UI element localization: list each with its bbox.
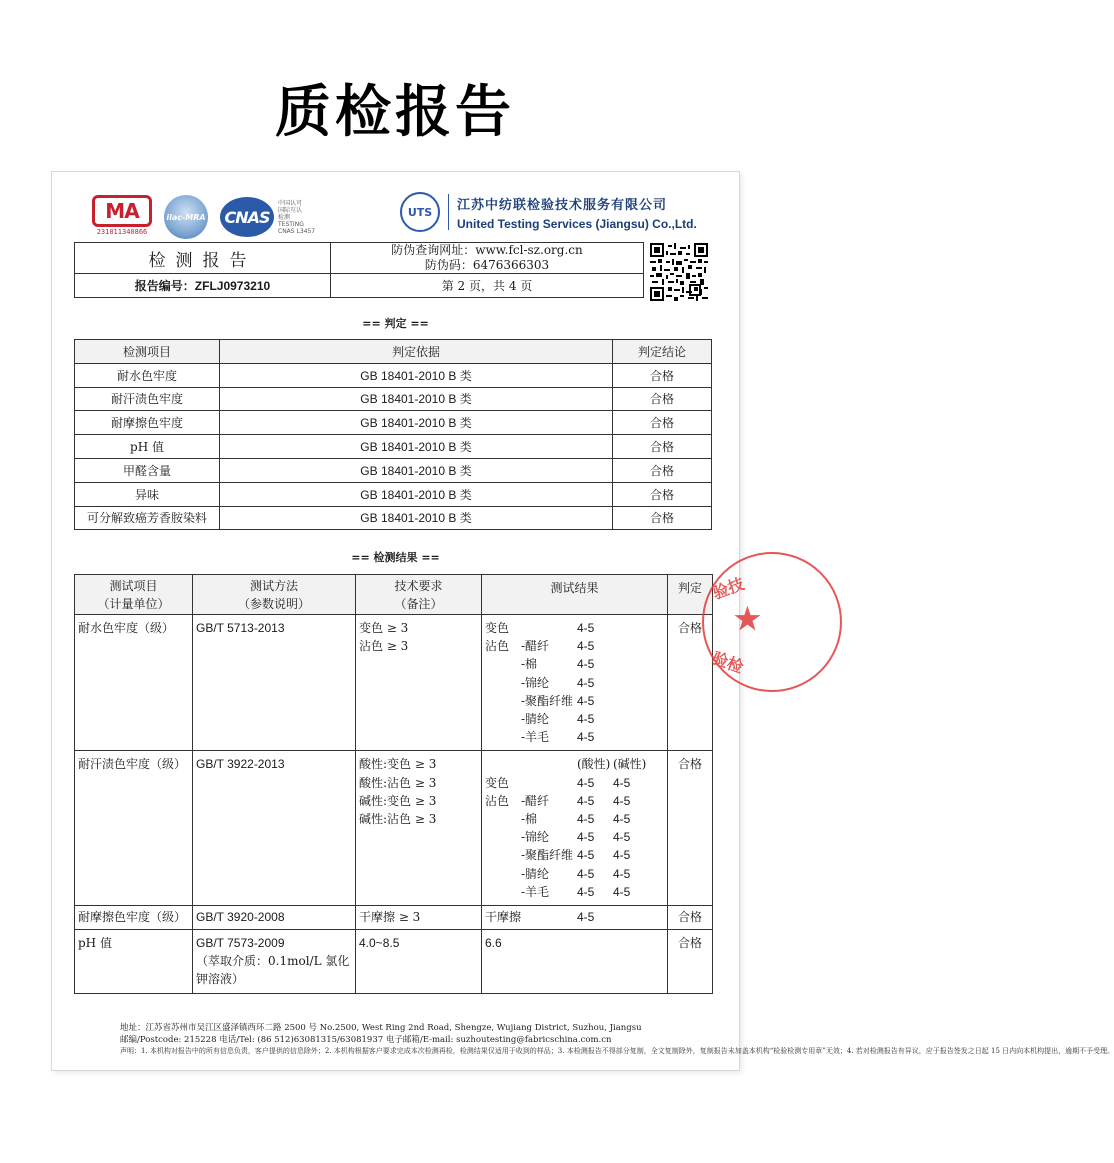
table-row: 耐水色牢度（级） GB/T 5713-2013 变色 ≥ 3 沾色 ≥ 3 变色 4-5 沾色 -醋纤 4-5 -棉 4-5 -锦纶 4-5 -聚酯纤维 4-5 -腈纶 4-5 -羊毛 4-5 合格 — [75, 615, 713, 751]
table-row: 耐水色牢度 GB 18401-2010 B 类 合格 — [75, 363, 712, 387]
column-header: 判定 — [668, 575, 713, 615]
cnas-mark: CNAS — [220, 197, 274, 237]
column-header: 判定结论 — [613, 340, 712, 364]
cma-mark: MA — [92, 195, 152, 227]
footer-statement: 声明：1. 本机构对报告中的所有信息负责，客户提供的信息除外；2. 本机构根据客户要求完成本次检测再检，检测结果仅适用于收到的样品；3. 本检测报告不得部分复制，全文复制除外，复制报告未加盖本机构“检验检测专用章”无效；4. 若对检测报告有异议，应于报告签发之日起 15 日内向本机构提出，逾期不予受理。 — [120, 1047, 1114, 1055]
table-row: 耐摩擦色牢度 GB 18401-2010 B 类 合格 — [75, 411, 712, 435]
cma-number: 231011340866 — [96, 228, 148, 236]
uts-logo: UTS — [400, 192, 440, 232]
page-title: 质检报告 — [275, 80, 515, 145]
qr-code-icon — [650, 242, 708, 302]
official-seal — [702, 552, 842, 692]
judgement-section-title: == 判定 == — [362, 317, 429, 330]
footer-address: 地址：江苏省苏州市吴江区盛泽镇西环二路 2500 号 No.2500, West Ring 2nd Road, Shengze, Wujiang District, Suzhou, Jiangsu — [120, 1023, 642, 1033]
verify-url: 防伪查询网址：www.fcl-sz.org.cn — [391, 243, 583, 257]
cnas-logo — [220, 197, 315, 237]
table-row: pH 值 GB/T 7573-2009 （萃取介质：0.1mol/L 氯化钾溶液） 4.0~8.5 6.6 合格 — [75, 930, 713, 994]
footer-contact: 邮编/Postcode: 215228 电话/Tel: (86 512)63081315/63081937 电子邮箱/E-mail: suzhoutesting@fabricschina.com.cn — [120, 1035, 612, 1045]
divider — [448, 194, 449, 230]
table-row: 异味 GB 18401-2010 B 类 合格 — [75, 482, 712, 506]
report-name: 检测报告 — [75, 243, 331, 274]
water-results: 变色 4-5 沾色 -醋纤 4-5 -棉 4-5 -锦纶 4-5 -聚酯纤维 4-5 -腈纶 4-5 -羊毛 4-5 — [482, 615, 668, 751]
page-info: 第 2 页，共 4 页 — [331, 274, 644, 298]
table-row: 耐摩擦色牢度（级） GB/T 3920-2008 干摩擦 ≥ 3 干摩擦 4-5 合格 — [75, 906, 713, 930]
test-report-document — [52, 172, 1114, 1070]
accreditation-logos — [92, 192, 315, 242]
table-row: 可分解致癌芳香胺染料 GB 18401-2010 B 类 合格 — [75, 506, 712, 530]
verify-info — [331, 243, 644, 274]
ilac-mra-logo: ilac-MRA — [164, 195, 208, 239]
star-icon: ★ — [734, 602, 761, 637]
sweat-results: (酸性) (碱性) 变色 4-5 4-5 沾色 -醋纤 4-5 4-5 -棉 4-5 4-5 -锦纶 4-5 4-5 -聚酯纤维 4-5 4-5 -腈纶 4-5 4-5 -羊毛 4-5 4-5 — [482, 751, 668, 906]
document-footer — [120, 1022, 1114, 1057]
cma-logo — [92, 195, 152, 239]
results-table — [74, 574, 713, 994]
seal-text: 验技 — [710, 574, 747, 603]
column-header: 测试方法 （参数说明） — [193, 575, 356, 615]
column-header: 检测项目 — [75, 340, 220, 364]
column-header: 测试结果 — [482, 575, 668, 615]
seal-text: 验检 — [709, 648, 746, 677]
verify-code: 防伪码：6476366303 — [424, 258, 550, 272]
column-header: 测试项目 （计量单位） — [75, 575, 193, 615]
report-number: 报告编号：ZFLJ0973210 — [75, 274, 331, 298]
organization-header — [400, 192, 697, 232]
judgement-table — [74, 339, 712, 530]
results-section-title: == 检测结果 == — [351, 551, 440, 564]
table-row: 甲醛含量 GB 18401-2010 B 类 合格 — [75, 458, 712, 482]
table-row: 耐汗渍色牢度 GB 18401-2010 B 类 合格 — [75, 387, 712, 411]
cnas-subtext: 中国认可 国际互认 检测 TESTING CNAS L3457 — [278, 199, 316, 235]
report-header-table — [74, 242, 644, 298]
table-row: 耐汗渍色牢度（级） GB/T 3922-2013 酸性:变色 ≥ 3 酸性:沾色 ≥ 3 碱性:变色 ≥ 3 碱性:沾色 ≥ 3 (酸性) (碱性) 变色 4-5 4-5 沾色 -醋纤 4-5 4-5 -棉 4-5 4-5 -锦纶 4-5 4-5 -聚酯纤维 4-5 4-5 -腈纶 4-5 4-5 -羊毛 4-5 4-5 合格 — [75, 751, 713, 906]
table-row: pH 值 GB 18401-2010 B 类 合格 — [75, 435, 712, 459]
org-name-cn: 江苏中纺联检验技术服务有限公司 — [457, 197, 668, 213]
column-header: 技术要求 （备注） — [356, 575, 482, 615]
org-name-en: United Testing Services (Jiangsu) Co.,Ltd. — [457, 216, 697, 231]
column-header: 判定依据 — [220, 340, 613, 364]
